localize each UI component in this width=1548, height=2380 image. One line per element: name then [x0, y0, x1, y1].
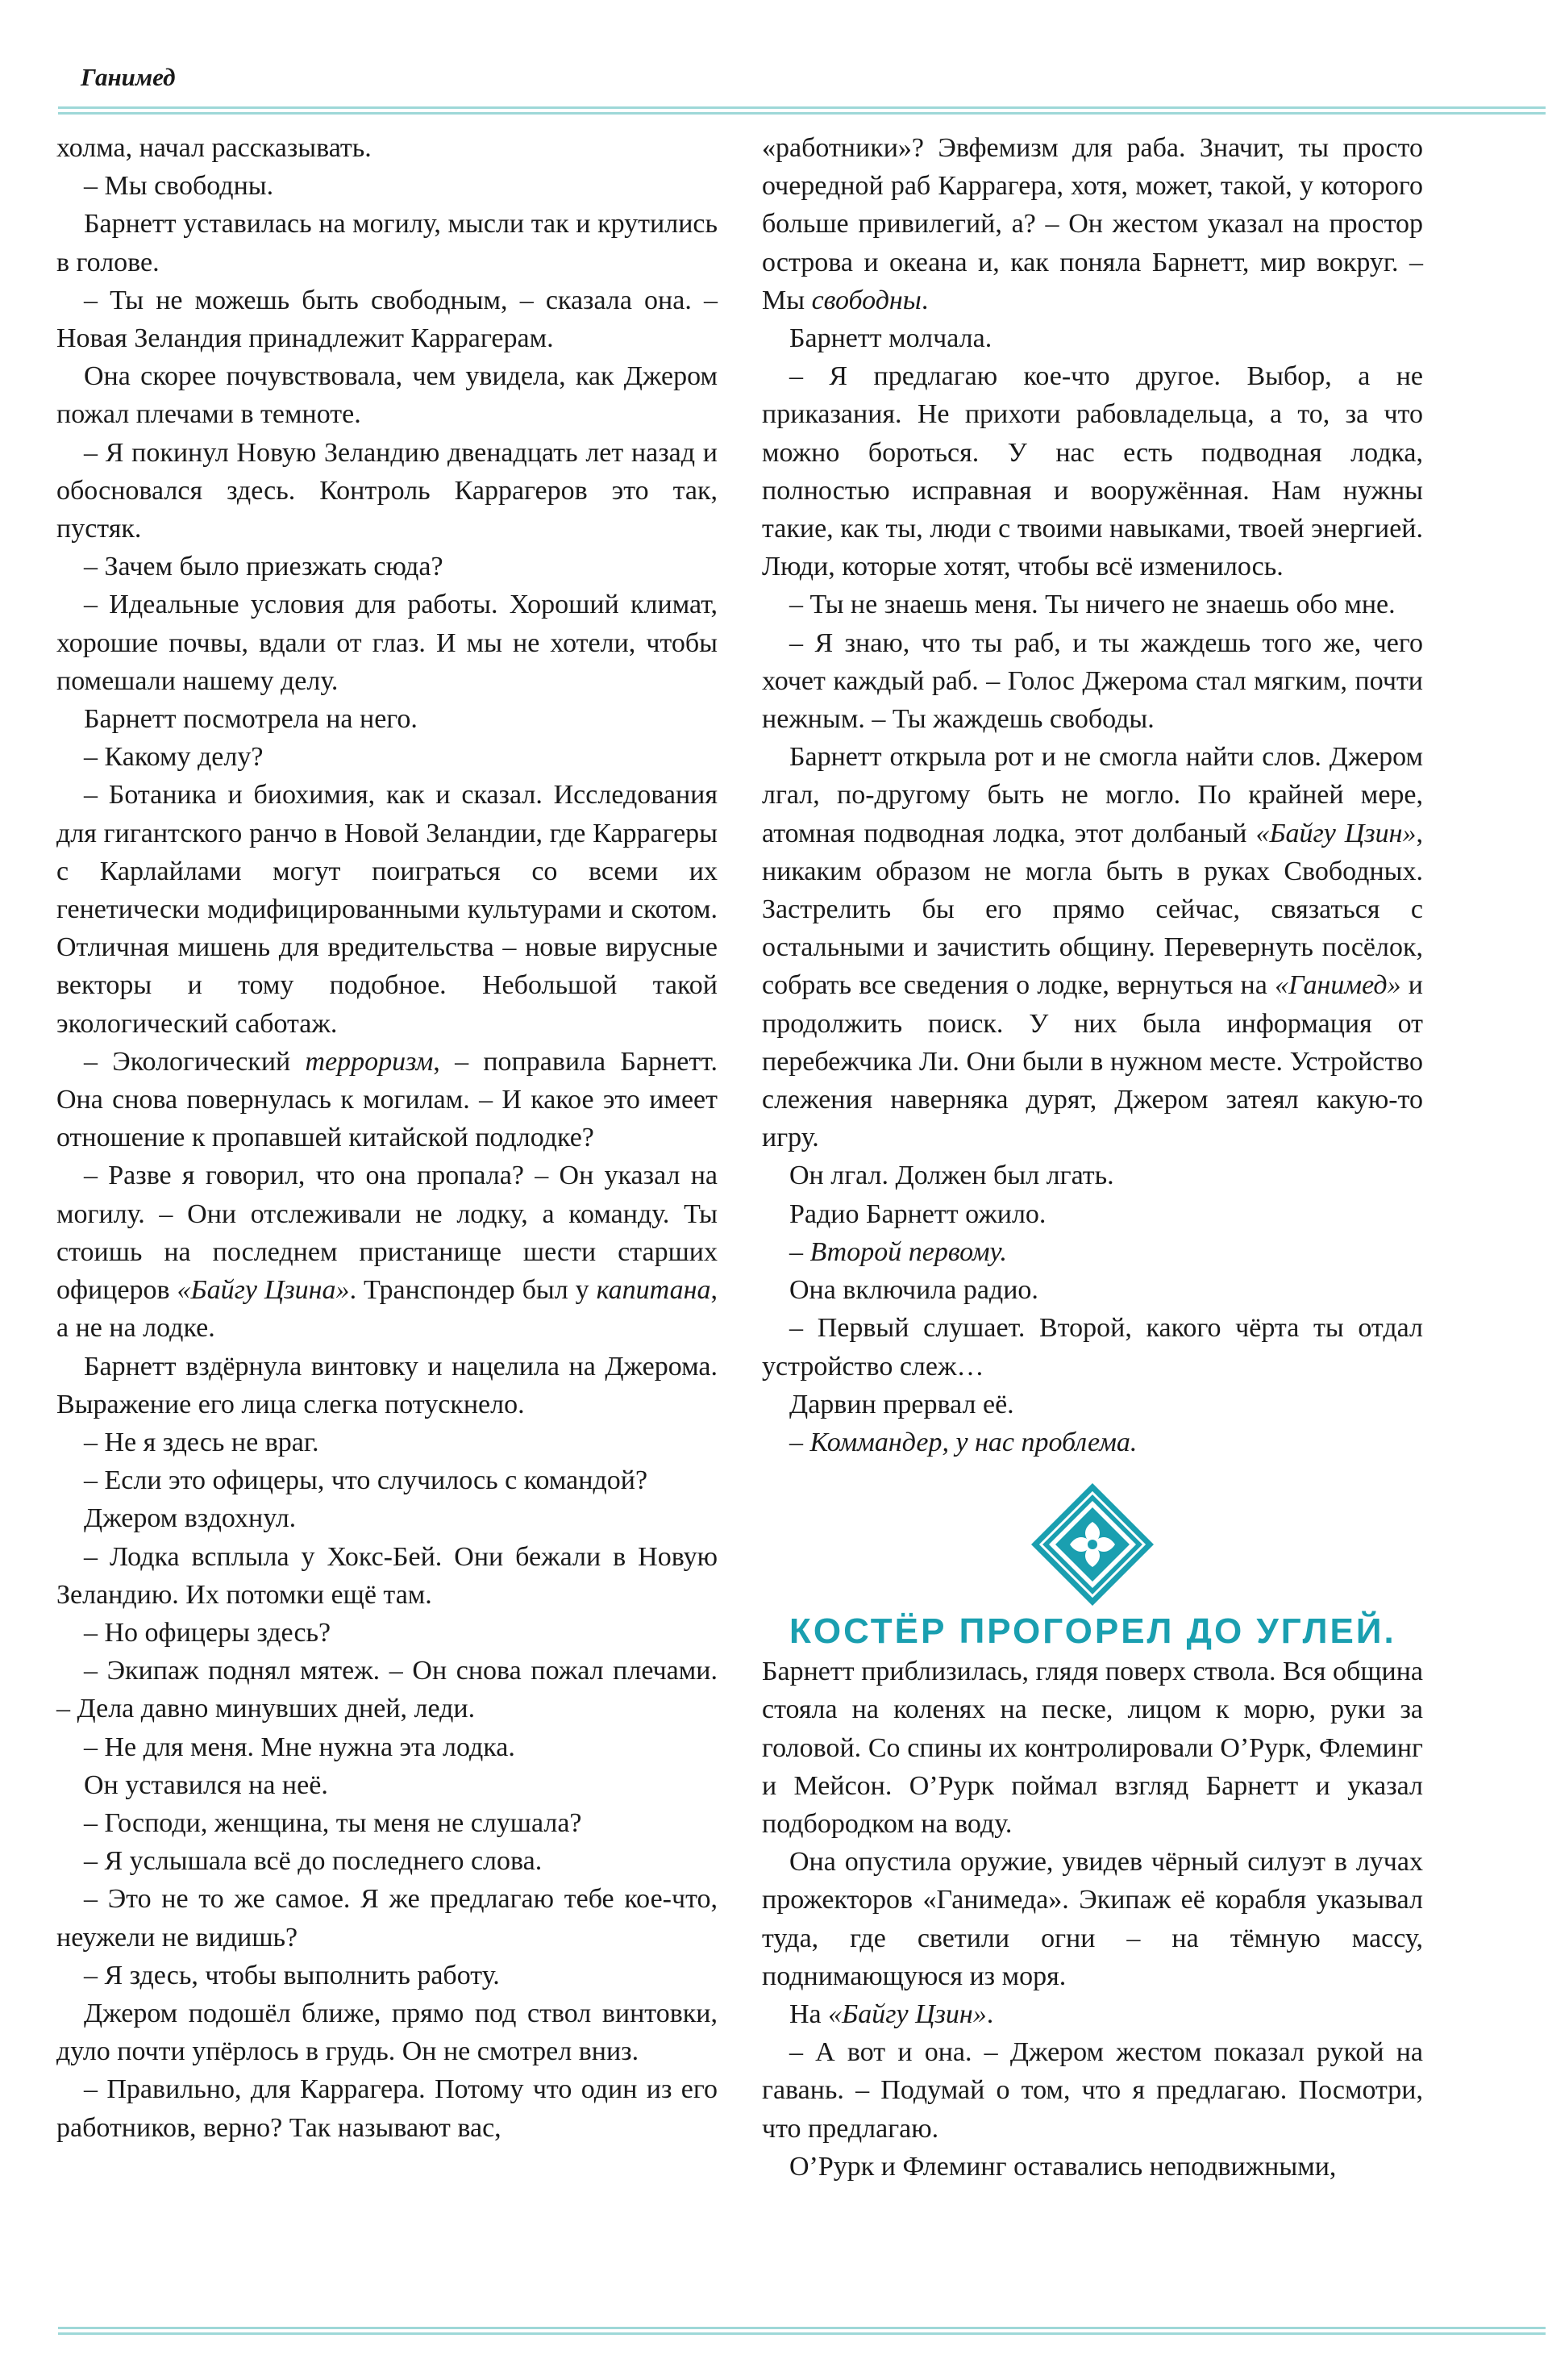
paragraph — [56, 1348, 718, 1423]
paragraph — [762, 624, 1423, 739]
text-run: и продолжить поиск. У них была информация от перебежчика Ли. Они были в нужном месте. Устройство слежения наверняка дурят, Джером затеял какую-то игру. — [762, 970, 1423, 1153]
paragraph — [56, 1994, 718, 2070]
paragraph — [762, 2033, 1423, 2148]
text-run: – Я покинул Новую Зеландию двенадцать лет назад и обосновался здесь. Контроль Каррагеров это так, пустяк. — [56, 437, 718, 544]
paragraph — [56, 1842, 718, 1880]
italic-text: «Байгу Цзин» — [1255, 818, 1417, 848]
paragraph — [56, 700, 718, 738]
paragraph — [56, 1538, 718, 1614]
right-column-text — [762, 129, 1423, 1461]
paragraph — [56, 1728, 718, 1766]
text-run: Барнетт посмотрела на него. — [84, 704, 418, 735]
text-run: холма, начал рассказывать. — [56, 133, 372, 163]
text-run: – Ты не знаешь меня. Ты ничего не знаешь обо мне. — [789, 590, 1396, 620]
text-run: – Я здесь, чтобы выполнить работу. — [84, 1960, 500, 1990]
text-run: – Экипаж поднял мятеж. – Он снова пожал плечами. – Дела давно минувших дней, леди. — [56, 1656, 718, 1724]
text-run: – Я предлагаю кое-что другое. Выбор, а не приказания. Не прихоти рабовладельца, а то, за что можно бороться. У нас есть подводная лодка, полностью исправная и вооружённая. Нам нужны такие, как ты, люди с твоими навыками, твоей энергией. Люди, которые хотят, чтобы всё изменилось. — [762, 361, 1423, 582]
text-run: – Зачем было приезжать сюда? — [84, 552, 443, 582]
paragraph — [56, 1423, 718, 1461]
paragraph — [56, 2070, 718, 2146]
paragraph — [762, 129, 1423, 319]
paragraph — [762, 586, 1423, 623]
paragraph — [762, 1195, 1423, 1233]
text-run: Он лгал. Должен был лгать. — [789, 1161, 1114, 1191]
text-run: – Правильно, для Каррагера. Потому что один из его работников, верно? Так называют вас, — [56, 2074, 718, 2143]
text-run: – Если это офицеры, что случилось с командой? — [84, 1465, 648, 1496]
italic-text: – Второй первому. — [789, 1236, 1007, 1267]
right-column — [762, 129, 1423, 2186]
italic-text: капитана — [596, 1275, 711, 1306]
text-run: – Ботаника и биохимия, как и сказал. Исследования для гигантского ранчо в Новой Зеландии, где Каррагеры с Карлайлами могут поиграться со всеми их генетически модифицированными культурами и скотом. Отличная мишень для вредительства – новые вирусные векторы и тому подобное. Небольшой такой экологический саботаж. — [56, 780, 718, 1039]
paragraph — [762, 319, 1423, 357]
text-run: . — [921, 285, 929, 315]
italic-text: терроризм — [305, 1046, 434, 1077]
paragraph — [762, 1995, 1423, 2033]
paragraph — [56, 434, 718, 548]
text-run: – А вот и она. – Джером жестом показал рукой на гавань. – Подумай о том, что я предлагаю. Посмотри, что предлагаю. — [762, 2037, 1423, 2144]
paragraph — [762, 1653, 1423, 1843]
paragraph — [56, 1043, 718, 1157]
italic-text: свободны — [811, 285, 922, 315]
paragraph — [56, 1880, 718, 1956]
italic-text: – Коммандер, у нас проблема. — [789, 1427, 1138, 1457]
text-run: – Не для меня. Мне нужна эта лодка. — [84, 1732, 515, 1762]
paragraph — [762, 1233, 1423, 1271]
italic-text: «Байгу Цзин» — [828, 1999, 987, 2029]
paragraph — [56, 1461, 718, 1499]
paragraph — [56, 1766, 718, 1804]
paragraph — [762, 1157, 1423, 1194]
paragraph — [762, 1423, 1423, 1461]
text-run: Радио Барнетт ожило. — [789, 1198, 1047, 1229]
paragraph — [56, 548, 718, 586]
paragraph — [56, 738, 718, 776]
paragraph — [762, 1309, 1423, 1385]
paragraph — [56, 1957, 718, 1994]
paragraph — [762, 1843, 1423, 1995]
diamond-ornament-icon — [1028, 1480, 1157, 1609]
text-run: – Это не то же самое. Я же предлагаю тебе кое-что, неужели не видишь? — [56, 1884, 718, 1953]
text-run: Барнетт приблизилась, глядя поверх ствола. Вся община стояла на коленях на песке, лицом к морю, руки за головой. Со спины их контролировали О’Рурк, Флеминг и Мейсон. О’Рурк поймал взгляд Барнетт и указал подбородком на воду. — [762, 1657, 1423, 1839]
text-run: , а не на лодке. — [56, 1275, 718, 1344]
paragraph — [56, 129, 718, 167]
text-run: – Идеальные условия для работы. Хороший климат, хорошие почвы, вдали от глаз. И мы не хотели, чтобы помешали нашему делу. — [56, 590, 718, 696]
paragraph — [56, 1157, 718, 1347]
text-run: – Разве я говорил, что она пропала? – Он указал на могилу. – Они отслеживали не лодку, а команду. Ты стоишь на последнем пристанище шести старших офицеров — [56, 1161, 718, 1306]
text-run: Джером вздохнул. — [84, 1503, 297, 1534]
paragraph — [56, 357, 718, 433]
text-run: . — [986, 1999, 994, 2029]
text-run: – Я услышала всё до последнего слова. — [84, 1846, 543, 1877]
paragraph — [762, 2148, 1423, 2186]
paragraph — [56, 205, 718, 281]
text-run: Он уставился на неё. — [84, 1769, 328, 1800]
italic-text: «Ганимед» — [1275, 970, 1401, 1001]
paragraph — [56, 167, 718, 205]
paragraph — [56, 281, 718, 357]
text-run: . Транспондер был у — [349, 1275, 597, 1306]
bottom-rule — [58, 2327, 1546, 2335]
text-run: Барнетт открыла рот и не смогла найти слов. Джером лгал, по-другому быть не могло. По крайней мере, атомная подводная лодка, этот долбаный — [762, 742, 1423, 848]
text-run: «работники»? Эвфемизм для раба. Значит, ты просто очередной раб Каррагера, хотя, может, такой, у которого больше привилегий, а? – Он жестом указал на простор острова и океана и, как поняла Барнетт, мир вокруг. – Мы — [762, 133, 1423, 315]
section-text — [762, 1653, 1423, 2186]
italic-text: «Байгу Цзина» — [177, 1275, 350, 1306]
text-run: Барнетт вздёрнула винтовку и нацелила на Джерома. Выражение его лица слегка потускнело. — [56, 1351, 718, 1419]
paragraph — [56, 586, 718, 700]
paragraph — [56, 1499, 718, 1537]
text-run: – Первый слушает. Второй, какого чёрта ты отдал устройство слеж… — [762, 1313, 1423, 1382]
section-heading: КОСТЁР ПРОГОРЕЛ ДО УГЛЕЙ. — [789, 1611, 1396, 1652]
text-run: О’Рурк и Флеминг оставались неподвижными, — [789, 2151, 1337, 2182]
text-run: – Лодка всплыла у Хокс-Бей. Они бежали в Новую Зеландию. Их потомки ещё там. — [56, 1541, 718, 1610]
text-run: Дарвин прервал её. — [789, 1389, 1014, 1419]
text-run: Барнетт молчала. — [789, 323, 992, 354]
text-run: Она включила радио. — [789, 1275, 1038, 1306]
paragraph — [762, 357, 1423, 586]
paragraph — [56, 1804, 718, 1842]
text-run: – Какому делу? — [84, 742, 264, 773]
text-run: Она скорее почувствовала, чем увидела, как Джером пожал плечами в темноте. — [56, 361, 718, 430]
text-run: – Господи, женщина, ты меня не слушала? — [84, 1807, 582, 1838]
paragraph — [762, 1386, 1423, 1423]
text-run: – Экологический — [84, 1046, 306, 1077]
text-run: – Мы свободны. — [84, 171, 274, 202]
text-run: , – поправила Барнетт. Она снова повернулась к могилам. – И какое это имеет отношение к пропавшей китайской подлодке? — [56, 1046, 718, 1153]
paragraph — [56, 776, 718, 1042]
text-run: – Не я здесь не враг. — [84, 1427, 319, 1457]
paragraph — [56, 1652, 718, 1728]
text-run: , никаким образом не могла быть в руках Свободных. Застрелить бы его прямо сейчас, связаться с остальными и зачистить общину. Перевернуть посёлок, собрать все сведения о лодке, вернуться на — [762, 818, 1423, 1001]
running-title: Ганимед — [81, 63, 176, 91]
text-run: – Я знаю, что ты раб, и ты жаждешь того же, чего хочет каждый раб. – Голос Джерома стал мягким, почти нежным. – Ты жаждешь свободы. — [762, 627, 1423, 735]
text-run: На — [789, 1999, 829, 2029]
text-run: Джером подошёл ближе, прямо под ствол винтовки, дуло почти упёрлось в грудь. Он не смотрел вниз. — [56, 1998, 718, 2067]
text-run: – Ты не можешь быть свободным, – сказала она. – Новая Зеландия принадлежит Каррагерам. — [56, 285, 718, 354]
paragraph — [762, 738, 1423, 1157]
section-ornament — [762, 1478, 1423, 1611]
paragraph — [762, 1271, 1423, 1309]
left-column — [56, 129, 718, 2147]
top-rule — [58, 106, 1546, 115]
paragraph — [56, 1614, 718, 1652]
text-run: Барнетт уставилась на могилу, мысли так и крутились в голове. — [56, 209, 718, 277]
text-run: – Но офицеры здесь? — [84, 1617, 331, 1648]
text-run: Она опустила оружие, увидев чёрный силуэт в лучах прожекторов «Ганимеда». Экипаж её корабля указывал туда, где светили огни – на тёмную массу, поднимающуюся из моря. — [762, 1847, 1423, 1991]
